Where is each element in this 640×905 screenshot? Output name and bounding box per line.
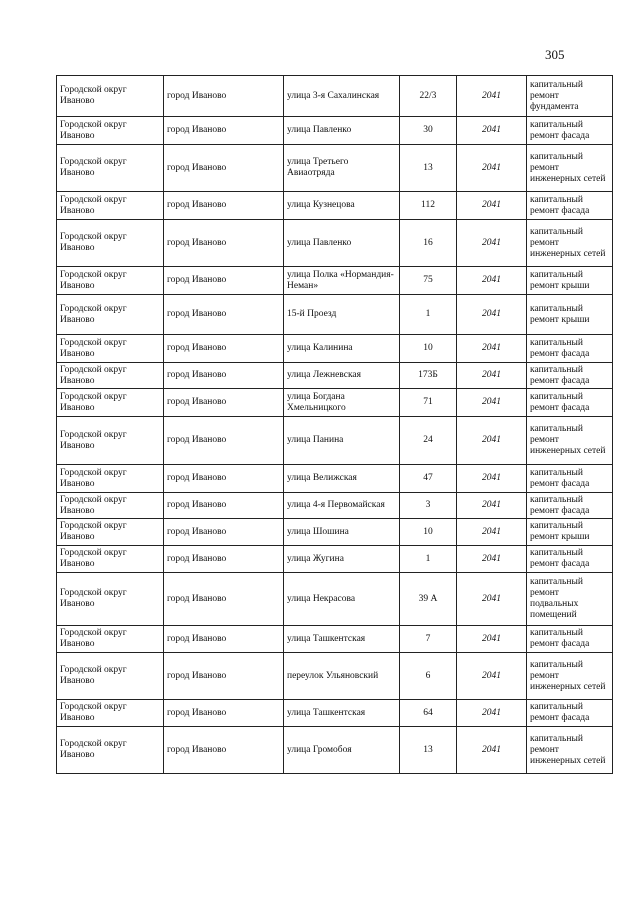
district-cell: Городской округ Иваново [57,192,164,220]
work-cell: капитальный ремонт фасада [527,117,613,145]
district-cell: Городской округ Иваново [57,700,164,727]
settlement-cell: город Иваново [164,417,284,465]
work-cell: капитальный ремонт крыши [527,267,613,295]
district-cell: Городской округ Иваново [57,653,164,700]
street-cell: улица 3-я Сахалинская [284,76,400,117]
work-cell: капитальный ремонт фасада [527,700,613,727]
settlement-cell: город Иваново [164,76,284,117]
year-cell: 2041 [457,573,527,626]
district-cell: Городской округ Иваново [57,145,164,192]
table-row [57,145,613,192]
house-cell: 1 [400,295,457,335]
street-cell: улица Полка «Нормандия-Неман» [284,267,400,295]
settlement-cell: город Иваново [164,626,284,653]
year-cell: 2041 [457,363,527,389]
register-body [57,76,613,774]
street-cell: улица Кузнецова [284,192,400,220]
work-cell: капитальный ремонт фундамента [527,76,613,117]
work-cell: капитальный ремонт фасада [527,465,613,493]
street-cell: улица Громобоя [284,727,400,774]
settlement-cell: город Иваново [164,465,284,493]
street-cell: улица Лежневская [284,363,400,389]
work-cell: капитальный ремонт инженерных сетей [527,417,613,465]
work-cell: капитальный ремонт фасада [527,389,613,417]
house-cell: 22/3 [400,76,457,117]
street-cell: улица Панина [284,417,400,465]
settlement-cell: город Иваново [164,727,284,774]
house-cell: 75 [400,267,457,295]
year-cell: 2041 [457,546,527,573]
year-cell: 2041 [457,295,527,335]
table-row [57,363,613,389]
table-row [57,653,613,700]
house-cell: 10 [400,519,457,546]
work-cell: капитальный ремонт фасада [527,363,613,389]
table-row [57,117,613,145]
year-cell: 2041 [457,626,527,653]
district-cell: Городской округ Иваново [57,519,164,546]
district-cell: Городской округ Иваново [57,76,164,117]
work-cell: капитальный ремонт фасада [527,493,613,519]
year-cell: 2041 [457,145,527,192]
district-cell: Городской округ Иваново [57,363,164,389]
year-cell: 2041 [457,335,527,363]
year-cell: 2041 [457,192,527,220]
work-cell: капитальный ремонт инженерных сетей [527,727,613,774]
house-cell: 71 [400,389,457,417]
street-cell: улица 4-я Первомайская [284,493,400,519]
year-cell: 2041 [457,700,527,727]
work-cell: капитальный ремонт инженерных сетей [527,220,613,267]
year-cell: 2041 [457,653,527,700]
house-cell: 24 [400,417,457,465]
house-cell: 112 [400,192,457,220]
table-row [57,519,613,546]
table-row [57,573,613,626]
district-cell: Городской округ Иваново [57,335,164,363]
settlement-cell: город Иваново [164,267,284,295]
table-row [57,626,613,653]
settlement-cell: город Иваново [164,192,284,220]
street-cell: 15-й Проезд [284,295,400,335]
house-cell: 13 [400,145,457,192]
year-cell: 2041 [457,220,527,267]
settlement-cell: город Иваново [164,546,284,573]
work-cell: капитальный ремонт инженерных сетей [527,145,613,192]
settlement-cell: город Иваново [164,363,284,389]
work-cell: капитальный ремонт крыши [527,519,613,546]
street-cell: улица Некрасова [284,573,400,626]
house-cell: 64 [400,700,457,727]
district-cell: Городской округ Иваново [57,546,164,573]
house-cell: 47 [400,465,457,493]
district-cell: Городской округ Иваново [57,493,164,519]
settlement-cell: город Иваново [164,519,284,546]
district-cell: Городской округ Иваново [57,220,164,267]
house-cell: 1 [400,546,457,573]
table-row [57,192,613,220]
settlement-cell: город Иваново [164,389,284,417]
work-cell: капитальный ремонт фасада [527,335,613,363]
street-cell: переулок Ульяновский [284,653,400,700]
house-cell: 39 А [400,573,457,626]
street-cell: улица Богдана Хмельницкого [284,389,400,417]
district-cell: Городской округ Иваново [57,389,164,417]
street-cell: улица Жугина [284,546,400,573]
settlement-cell: город Иваново [164,295,284,335]
table-row [57,267,613,295]
street-cell: улица Шошина [284,519,400,546]
table-row [57,727,613,774]
district-cell: Городской округ Иваново [57,573,164,626]
district-cell: Городской округ Иваново [57,626,164,653]
settlement-cell: город Иваново [164,220,284,267]
settlement-cell: город Иваново [164,117,284,145]
work-cell: капитальный ремонт фасада [527,546,613,573]
year-cell: 2041 [457,417,527,465]
house-cell: 13 [400,727,457,774]
house-cell: 10 [400,335,457,363]
street-cell: улица Павленко [284,117,400,145]
table-row [57,546,613,573]
work-cell: капитальный ремонт подвальных помещений [527,573,613,626]
table-row [57,465,613,493]
house-cell: 3 [400,493,457,519]
settlement-cell: город Иваново [164,700,284,727]
district-cell: Городской округ Иваново [57,417,164,465]
year-cell: 2041 [457,117,527,145]
table-row [57,417,613,465]
district-cell: Городской округ Иваново [57,117,164,145]
year-cell: 2041 [457,493,527,519]
district-cell: Городской округ Иваново [57,295,164,335]
year-cell: 2041 [457,465,527,493]
work-cell: капитальный ремонт фасада [527,626,613,653]
house-cell: 173Б [400,363,457,389]
settlement-cell: город Иваново [164,573,284,626]
year-cell: 2041 [457,519,527,546]
street-cell: улица Велижская [284,465,400,493]
year-cell: 2041 [457,727,527,774]
year-cell: 2041 [457,267,527,295]
house-cell: 30 [400,117,457,145]
year-cell: 2041 [457,389,527,417]
house-cell: 7 [400,626,457,653]
street-cell: улица Ташкентская [284,626,400,653]
settlement-cell: город Иваново [164,145,284,192]
table-row [57,295,613,335]
work-cell: капитальный ремонт инженерных сетей [527,653,613,700]
table-row [57,76,613,117]
street-cell: улица Ташкентская [284,700,400,727]
street-cell: улица Третьего Авиаотряда [284,145,400,192]
house-cell: 16 [400,220,457,267]
street-cell: улица Павленко [284,220,400,267]
district-cell: Городской округ Иваново [57,465,164,493]
settlement-cell: город Иваново [164,653,284,700]
repair-register-table [56,75,613,774]
work-cell: капитальный ремонт крыши [527,295,613,335]
table-row [57,389,613,417]
table-row [57,700,613,727]
table-row [57,335,613,363]
page-number: 305 [545,47,565,62]
settlement-cell: город Иваново [164,335,284,363]
work-cell: капитальный ремонт фасада [527,192,613,220]
settlement-cell: город Иваново [164,493,284,519]
district-cell: Городской округ Иваново [57,727,164,774]
table-row [57,220,613,267]
district-cell: Городской округ Иваново [57,267,164,295]
table-row [57,493,613,519]
street-cell: улица Калинина [284,335,400,363]
year-cell: 2041 [457,76,527,117]
house-cell: 6 [400,653,457,700]
